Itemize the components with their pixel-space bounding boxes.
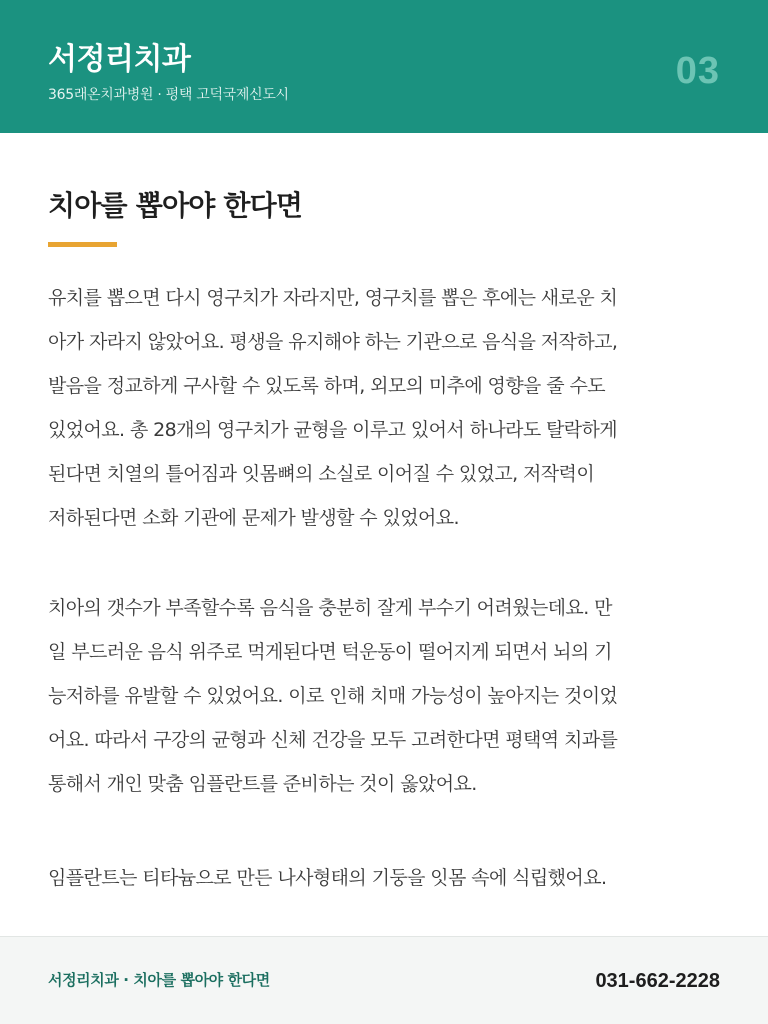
page-number: 03 xyxy=(675,50,720,92)
title-underline-accent xyxy=(48,242,117,247)
paragraph-line: 통해서 개인 맞춤 임플란트를 준비하는 것이 옳았어요. xyxy=(48,773,477,795)
paragraph-line: 발음을 정교하게 구사할 수 있도록 하며, 외모의 미추에 영향을 줄 수도 xyxy=(48,375,605,397)
article-title: 치아를 뽑아야 한다면 xyxy=(48,189,303,222)
paragraph-line: 유치를 뽑으면 다시 영구치가 자라지만, 영구치를 뽑은 후에는 새로운 치 xyxy=(48,287,618,309)
paragraph-line: 어요. 따라서 구강의 균형과 신체 건강을 모두 고려한다면 평택역 치과를 xyxy=(48,729,618,751)
header-banner xyxy=(0,0,768,133)
paragraph-line: 아가 자라지 않았어요. 평생을 유지해야 하는 기관으로 음식을 저작하고, xyxy=(48,331,618,353)
footer-bar xyxy=(0,936,768,1024)
paragraph-line: 치아의 갯수가 부족할수록 음식을 충분히 잘게 부수기 어려웠는데요. 만 xyxy=(48,597,612,619)
paragraph-line: 능저하를 유발할 수 있었어요. 이로 인해 치매 가능성이 높아지는 것이었 xyxy=(48,685,618,707)
paragraph-line: 저하된다면 소화 기관에 문제가 발생할 수 있었어요. xyxy=(48,507,459,529)
clinic-subtitle: 365래온치과병원 · 평택 고덕국제신도시 xyxy=(48,87,289,103)
paragraph-line: 있었어요. 총 28개의 영구치가 균형을 이루고 있어서 하나라도 탈락하게 xyxy=(48,419,618,441)
footer-caption: 서정리치과 · 치아를 뽑아야 한다면 xyxy=(48,971,270,989)
paragraph-1 xyxy=(48,276,728,540)
phone-number[interactable]: 031-662-2228 xyxy=(595,970,720,992)
paragraph-line: 일 부드러운 음식 위주로 먹게된다면 턱운동이 떨어지게 되면서 뇌의 기 xyxy=(48,641,612,663)
clinic-name: 서정리치과 xyxy=(48,42,191,77)
paragraph-2 xyxy=(48,586,728,806)
paragraph-3 xyxy=(48,856,728,900)
paragraph-line: 된다면 치열의 틀어짐과 잇몸뼈의 소실로 이어질 수 있었고, 저작력이 xyxy=(48,463,595,485)
paragraph-line: 임플란트는 티타늄으로 만든 나사형태의 기둥을 잇몸 속에 식립했어요. xyxy=(48,867,607,889)
